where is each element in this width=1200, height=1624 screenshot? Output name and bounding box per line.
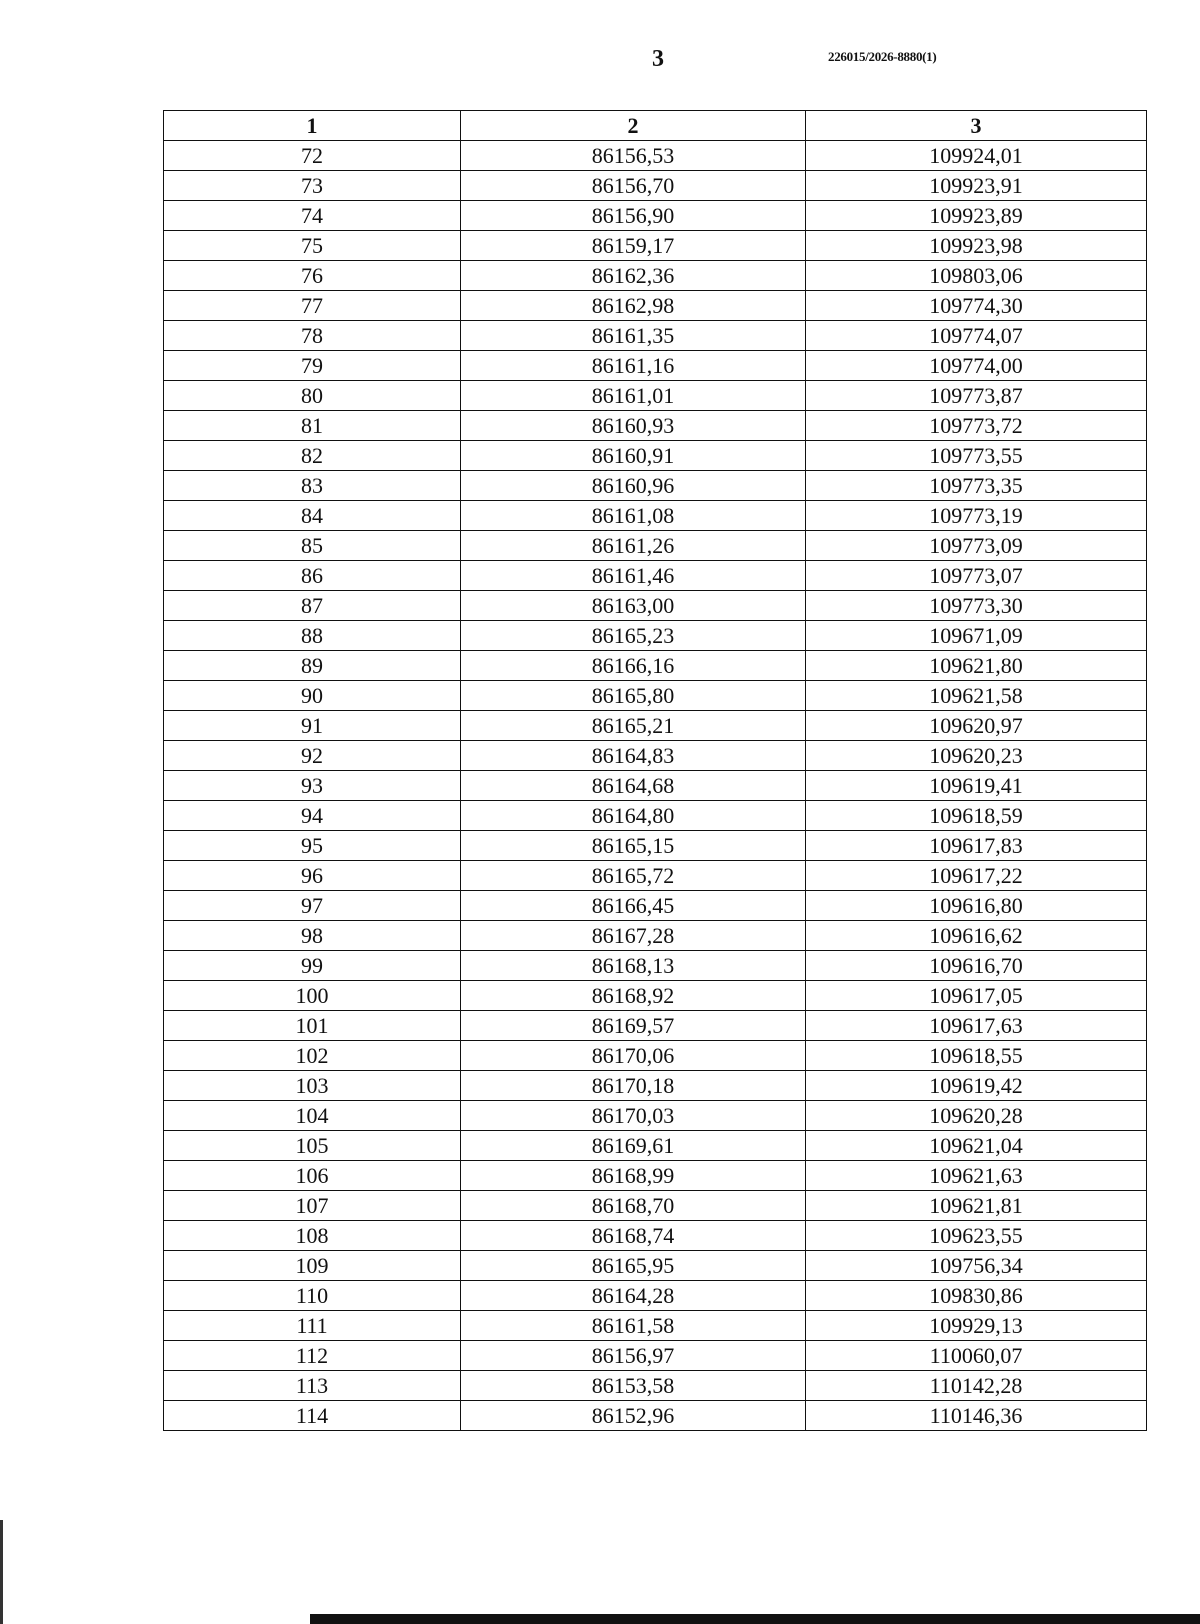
point-number-cell: 100 bbox=[164, 981, 461, 1011]
y-coordinate-cell: 109929,13 bbox=[806, 1311, 1147, 1341]
x-coordinate-cell: 86165,15 bbox=[461, 831, 806, 861]
x-coordinate-cell: 86169,61 bbox=[461, 1131, 806, 1161]
y-coordinate-cell: 109616,80 bbox=[806, 891, 1147, 921]
x-coordinate-cell: 86161,58 bbox=[461, 1311, 806, 1341]
table-row bbox=[164, 1161, 1147, 1191]
table-row bbox=[164, 1371, 1147, 1401]
y-coordinate-cell: 109773,55 bbox=[806, 441, 1147, 471]
point-number-cell: 82 bbox=[164, 441, 461, 471]
y-coordinate-cell: 109773,19 bbox=[806, 501, 1147, 531]
x-coordinate-cell: 86168,13 bbox=[461, 951, 806, 981]
table-row bbox=[164, 1221, 1147, 1251]
table-row bbox=[164, 381, 1147, 411]
table-row bbox=[164, 921, 1147, 951]
y-coordinate-cell: 109619,41 bbox=[806, 771, 1147, 801]
table-row bbox=[164, 1191, 1147, 1221]
y-coordinate-cell: 109616,62 bbox=[806, 921, 1147, 951]
y-coordinate-cell: 109621,63 bbox=[806, 1161, 1147, 1191]
point-number-cell: 72 bbox=[164, 141, 461, 171]
coordinates-table bbox=[163, 110, 1147, 1431]
x-coordinate-cell: 86164,68 bbox=[461, 771, 806, 801]
point-number-cell: 113 bbox=[164, 1371, 461, 1401]
x-coordinate-cell: 86166,45 bbox=[461, 891, 806, 921]
point-number-cell: 77 bbox=[164, 291, 461, 321]
y-coordinate-cell: 109620,97 bbox=[806, 711, 1147, 741]
x-coordinate-cell: 86165,95 bbox=[461, 1251, 806, 1281]
x-coordinate-cell: 86153,58 bbox=[461, 1371, 806, 1401]
bottom-rule bbox=[310, 1614, 1200, 1624]
y-coordinate-cell: 109924,01 bbox=[806, 141, 1147, 171]
table-row bbox=[164, 951, 1147, 981]
table-row bbox=[164, 351, 1147, 381]
table-row bbox=[164, 411, 1147, 441]
table-row bbox=[164, 291, 1147, 321]
table-row bbox=[164, 681, 1147, 711]
point-number-cell: 74 bbox=[164, 201, 461, 231]
y-coordinate-cell: 109617,22 bbox=[806, 861, 1147, 891]
y-coordinate-cell: 109773,07 bbox=[806, 561, 1147, 591]
point-number-cell: 112 bbox=[164, 1341, 461, 1371]
y-coordinate-cell: 109773,72 bbox=[806, 411, 1147, 441]
point-number-cell: 76 bbox=[164, 261, 461, 291]
x-coordinate-cell: 86170,18 bbox=[461, 1071, 806, 1101]
y-coordinate-cell: 110060,07 bbox=[806, 1341, 1147, 1371]
point-number-cell: 79 bbox=[164, 351, 461, 381]
point-number-cell: 114 bbox=[164, 1401, 461, 1431]
x-coordinate-cell: 86160,91 bbox=[461, 441, 806, 471]
table-row bbox=[164, 261, 1147, 291]
x-coordinate-cell: 86159,17 bbox=[461, 231, 806, 261]
x-coordinate-cell: 86161,46 bbox=[461, 561, 806, 591]
x-coordinate-cell: 86165,80 bbox=[461, 681, 806, 711]
x-coordinate-cell: 86164,80 bbox=[461, 801, 806, 831]
y-coordinate-cell: 109618,55 bbox=[806, 1041, 1147, 1071]
x-coordinate-cell: 86168,92 bbox=[461, 981, 806, 1011]
column-header-1: 1 bbox=[164, 111, 461, 141]
y-coordinate-cell: 109617,83 bbox=[806, 831, 1147, 861]
table-row bbox=[164, 531, 1147, 561]
y-coordinate-cell: 109623,55 bbox=[806, 1221, 1147, 1251]
point-number-cell: 87 bbox=[164, 591, 461, 621]
table-row bbox=[164, 171, 1147, 201]
x-coordinate-cell: 86160,96 bbox=[461, 471, 806, 501]
point-number-cell: 78 bbox=[164, 321, 461, 351]
table-row bbox=[164, 501, 1147, 531]
x-coordinate-cell: 86162,98 bbox=[461, 291, 806, 321]
table-row bbox=[164, 1071, 1147, 1101]
y-coordinate-cell: 109923,98 bbox=[806, 231, 1147, 261]
y-coordinate-cell: 109671,09 bbox=[806, 621, 1147, 651]
table-row bbox=[164, 231, 1147, 261]
table-row bbox=[164, 1251, 1147, 1281]
column-header-2: 2 bbox=[461, 111, 806, 141]
point-number-cell: 99 bbox=[164, 951, 461, 981]
x-coordinate-cell: 86166,16 bbox=[461, 651, 806, 681]
point-number-cell: 94 bbox=[164, 801, 461, 831]
table-row bbox=[164, 591, 1147, 621]
x-coordinate-cell: 86152,96 bbox=[461, 1401, 806, 1431]
table-row bbox=[164, 981, 1147, 1011]
y-coordinate-cell: 109617,05 bbox=[806, 981, 1147, 1011]
x-coordinate-cell: 86156,97 bbox=[461, 1341, 806, 1371]
column-header-3: 3 bbox=[806, 111, 1147, 141]
table-row bbox=[164, 621, 1147, 651]
table-row bbox=[164, 441, 1147, 471]
table-row bbox=[164, 1281, 1147, 1311]
point-number-cell: 93 bbox=[164, 771, 461, 801]
table-row bbox=[164, 801, 1147, 831]
table-row bbox=[164, 1401, 1147, 1431]
point-number-cell: 98 bbox=[164, 921, 461, 951]
point-number-cell: 110 bbox=[164, 1281, 461, 1311]
table-row bbox=[164, 471, 1147, 501]
y-coordinate-cell: 109923,91 bbox=[806, 171, 1147, 201]
table-row bbox=[164, 861, 1147, 891]
table-row bbox=[164, 1041, 1147, 1071]
x-coordinate-cell: 86165,23 bbox=[461, 621, 806, 651]
point-number-cell: 88 bbox=[164, 621, 461, 651]
x-coordinate-cell: 86156,70 bbox=[461, 171, 806, 201]
table-row bbox=[164, 771, 1147, 801]
y-coordinate-cell: 110146,36 bbox=[806, 1401, 1147, 1431]
y-coordinate-cell: 109803,06 bbox=[806, 261, 1147, 291]
document-code: 226015/2026-8880(1) bbox=[828, 49, 937, 64]
y-coordinate-cell: 109620,23 bbox=[806, 741, 1147, 771]
table-row bbox=[164, 141, 1147, 171]
x-coordinate-cell: 86161,16 bbox=[461, 351, 806, 381]
y-coordinate-cell: 109621,04 bbox=[806, 1131, 1147, 1161]
table-row bbox=[164, 321, 1147, 351]
y-coordinate-cell: 109619,42 bbox=[806, 1071, 1147, 1101]
point-number-cell: 86 bbox=[164, 561, 461, 591]
x-coordinate-cell: 86169,57 bbox=[461, 1011, 806, 1041]
y-coordinate-cell: 110142,28 bbox=[806, 1371, 1147, 1401]
table-row bbox=[164, 1101, 1147, 1131]
y-coordinate-cell: 109773,30 bbox=[806, 591, 1147, 621]
x-coordinate-cell: 86170,03 bbox=[461, 1101, 806, 1131]
x-coordinate-cell: 86161,08 bbox=[461, 501, 806, 531]
table-row bbox=[164, 1341, 1147, 1371]
y-coordinate-cell: 109773,35 bbox=[806, 471, 1147, 501]
y-coordinate-cell: 109923,89 bbox=[806, 201, 1147, 231]
y-coordinate-cell: 109774,30 bbox=[806, 291, 1147, 321]
point-number-cell: 81 bbox=[164, 411, 461, 441]
table-body bbox=[164, 141, 1147, 1431]
point-number-cell: 104 bbox=[164, 1101, 461, 1131]
x-coordinate-cell: 86161,26 bbox=[461, 531, 806, 561]
table-row bbox=[164, 1311, 1147, 1341]
point-number-cell: 83 bbox=[164, 471, 461, 501]
point-number-cell: 91 bbox=[164, 711, 461, 741]
x-coordinate-cell: 86168,99 bbox=[461, 1161, 806, 1191]
y-coordinate-cell: 109621,80 bbox=[806, 651, 1147, 681]
point-number-cell: 97 bbox=[164, 891, 461, 921]
point-number-cell: 90 bbox=[164, 681, 461, 711]
table-row bbox=[164, 201, 1147, 231]
x-coordinate-cell: 86164,28 bbox=[461, 1281, 806, 1311]
y-coordinate-cell: 109618,59 bbox=[806, 801, 1147, 831]
x-coordinate-cell: 86156,90 bbox=[461, 201, 806, 231]
x-coordinate-cell: 86156,53 bbox=[461, 141, 806, 171]
point-number-cell: 111 bbox=[164, 1311, 461, 1341]
point-number-cell: 84 bbox=[164, 501, 461, 531]
table-row bbox=[164, 741, 1147, 771]
y-coordinate-cell: 109616,70 bbox=[806, 951, 1147, 981]
x-coordinate-cell: 86170,06 bbox=[461, 1041, 806, 1071]
x-coordinate-cell: 86168,74 bbox=[461, 1221, 806, 1251]
x-coordinate-cell: 86168,70 bbox=[461, 1191, 806, 1221]
y-coordinate-cell: 109774,00 bbox=[806, 351, 1147, 381]
x-coordinate-cell: 86165,21 bbox=[461, 711, 806, 741]
point-number-cell: 103 bbox=[164, 1071, 461, 1101]
point-number-cell: 95 bbox=[164, 831, 461, 861]
table-row bbox=[164, 651, 1147, 681]
y-coordinate-cell: 109830,86 bbox=[806, 1281, 1147, 1311]
point-number-cell: 108 bbox=[164, 1221, 461, 1251]
y-coordinate-cell: 109620,28 bbox=[806, 1101, 1147, 1131]
x-coordinate-cell: 86167,28 bbox=[461, 921, 806, 951]
point-number-cell: 73 bbox=[164, 171, 461, 201]
scan-edge-mark bbox=[0, 1520, 3, 1624]
point-number-cell: 109 bbox=[164, 1251, 461, 1281]
table-row bbox=[164, 1011, 1147, 1041]
table-row bbox=[164, 1131, 1147, 1161]
x-coordinate-cell: 86163,00 bbox=[461, 591, 806, 621]
table-row bbox=[164, 831, 1147, 861]
y-coordinate-cell: 109621,81 bbox=[806, 1191, 1147, 1221]
y-coordinate-cell: 109773,87 bbox=[806, 381, 1147, 411]
point-number-cell: 96 bbox=[164, 861, 461, 891]
table-row bbox=[164, 711, 1147, 741]
x-coordinate-cell: 86161,01 bbox=[461, 381, 806, 411]
x-coordinate-cell: 86164,83 bbox=[461, 741, 806, 771]
y-coordinate-cell: 109773,09 bbox=[806, 531, 1147, 561]
x-coordinate-cell: 86165,72 bbox=[461, 861, 806, 891]
point-number-cell: 105 bbox=[164, 1131, 461, 1161]
table-row bbox=[164, 891, 1147, 921]
y-coordinate-cell: 109617,63 bbox=[806, 1011, 1147, 1041]
y-coordinate-cell: 109621,58 bbox=[806, 681, 1147, 711]
x-coordinate-cell: 86161,35 bbox=[461, 321, 806, 351]
table-row bbox=[164, 561, 1147, 591]
table-header-row bbox=[164, 111, 1147, 141]
point-number-cell: 85 bbox=[164, 531, 461, 561]
y-coordinate-cell: 109756,34 bbox=[806, 1251, 1147, 1281]
point-number-cell: 107 bbox=[164, 1191, 461, 1221]
point-number-cell: 75 bbox=[164, 231, 461, 261]
x-coordinate-cell: 86160,93 bbox=[461, 411, 806, 441]
point-number-cell: 102 bbox=[164, 1041, 461, 1071]
y-coordinate-cell: 109774,07 bbox=[806, 321, 1147, 351]
page-number: 3 bbox=[652, 46, 664, 72]
point-number-cell: 80 bbox=[164, 381, 461, 411]
point-number-cell: 106 bbox=[164, 1161, 461, 1191]
point-number-cell: 92 bbox=[164, 741, 461, 771]
point-number-cell: 101 bbox=[164, 1011, 461, 1041]
point-number-cell: 89 bbox=[164, 651, 461, 681]
x-coordinate-cell: 86162,36 bbox=[461, 261, 806, 291]
